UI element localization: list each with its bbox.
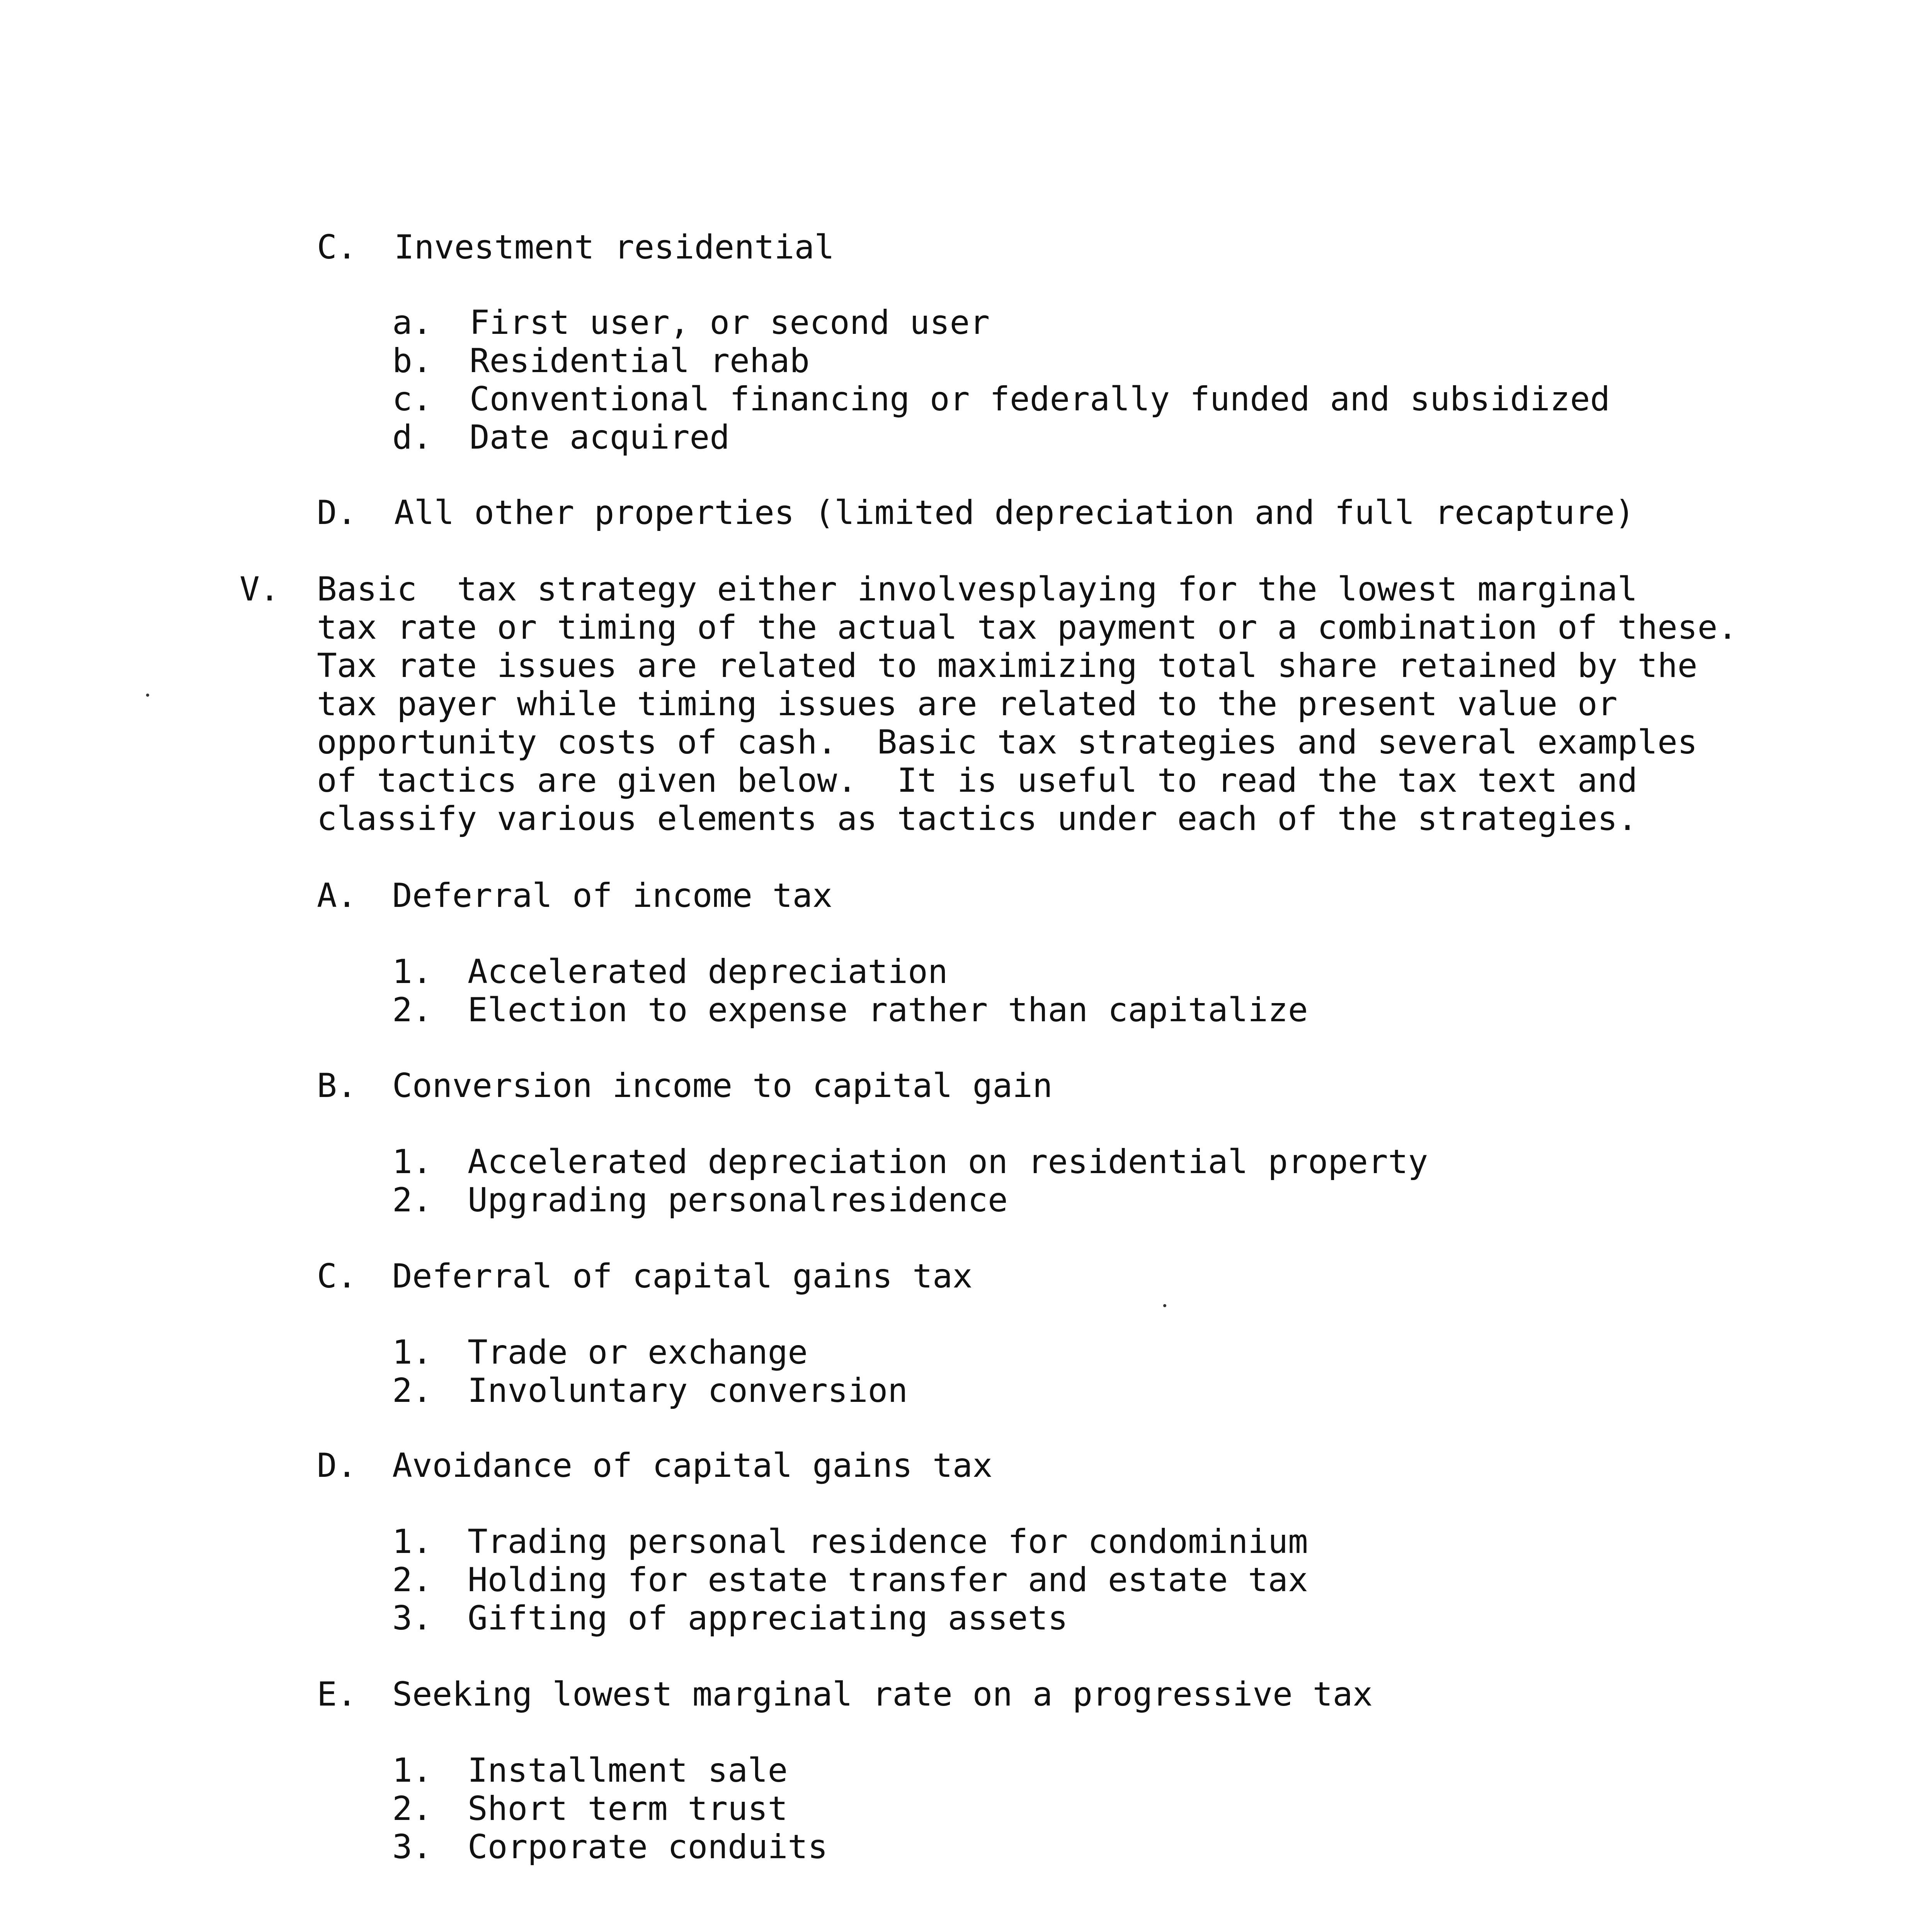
paragraph-line-3: Tax rate issues are related to maximizing total share retained by the [317,646,1698,685]
subsection-d-item-2-text: Holding for estate transfer and estate tax [468,1561,1308,1599]
section-d-label: D. [317,493,357,532]
subsection-e-item-2-text: Short term trust [468,1789,788,1828]
subsection-e-item-3-label: 3. [392,1828,432,1866]
subsection-c-label: C. [317,1257,357,1296]
subsection-a-item-1-text: Accelerated depreciation [468,952,948,991]
section-c-title: Investment residential [394,228,835,267]
subsection-a-item-2-text: Election to expense rather than capitalize [468,991,1308,1029]
subsection-c-item-1-label: 1. [392,1333,432,1372]
scan-speck [1163,1304,1166,1307]
section-v-label: V. [240,570,280,609]
subsection-d-label: D. [317,1446,357,1485]
subsection-d-item-1-text: Trading personal residence for condominium [468,1522,1308,1561]
section-d-title: All other properties (limited depreciation and full recapture) [394,493,1635,532]
item-d-text: Date acquired [470,418,730,457]
subsection-b-item-2-label: 2. [392,1181,432,1219]
subsection-b-title: Conversion income to capital gain [392,1066,1053,1105]
subsection-d-item-1-label: 1. [392,1522,432,1561]
subsection-c-item-2-text: Involuntary conversion [468,1371,908,1410]
item-d-label: d. [392,418,432,457]
subsection-b-item-1-text: Accelerated depreciation on residential property [468,1143,1428,1181]
subsection-e-item-3-text: Corporate conduits [468,1828,828,1866]
subsection-c-item-2-label: 2. [392,1371,432,1410]
subsection-a-item-2-label: 2. [392,991,432,1029]
paragraph-line-7: classify various elements as tactics under each of the strategies. [317,799,1638,838]
item-b-text: Residential rehab [470,342,810,380]
subsection-e-item-2-label: 2. [392,1789,432,1828]
subsection-d-title: Avoidance of capital gains tax [392,1446,993,1485]
subsection-a-label: A. [317,876,357,915]
subsection-b-item-1-label: 1. [392,1143,432,1181]
subsection-d-item-3-label: 3. [392,1599,432,1638]
subsection-e-title: Seeking lowest marginal rate on a progressive tax [392,1675,1373,1714]
paragraph-line-6: of tactics are given below. It is useful to read the tax text and [317,761,1638,800]
subsection-c-item-1-text: Trade or exchange [468,1333,808,1372]
subsection-a-title: Deferral of income tax [392,876,833,915]
item-b-label: b. [392,342,432,380]
scan-speck [146,694,149,697]
paragraph-line-4: tax payer while timing issues are related to the present value or [317,685,1618,723]
item-c-label: c. [392,380,432,418]
paragraph-line-1: Basic tax strategy either involvesplaying for the lowest marginal [317,570,1638,609]
subsection-d-item-2-label: 2. [392,1561,432,1599]
subsection-e-item-1-label: 1. [392,1751,432,1790]
item-a-text: First user, or second user [470,303,990,342]
subsection-d-item-3-text: Gifting of appreciating assets [468,1599,1068,1638]
subsection-c-title: Deferral of capital gains tax [392,1257,973,1296]
section-c-label: C. [317,228,357,267]
item-c-text: Conventional financing or federally funded and subsidized [470,380,1610,418]
subsection-b-label: B. [317,1066,357,1105]
subsection-e-label: E. [317,1675,357,1714]
subsection-a-item-1-label: 1. [392,952,432,991]
subsection-e-item-1-text: Installment sale [468,1751,788,1790]
paragraph-line-2: tax rate or timing of the actual tax payment or a combination of these. [317,608,1738,647]
paragraph-line-5: opportunity costs of cash. Basic tax strategies and several examples [317,723,1698,762]
subsection-b-item-2-text: Upgrading personalresidence [468,1181,1008,1219]
item-a-label: a. [392,303,432,342]
